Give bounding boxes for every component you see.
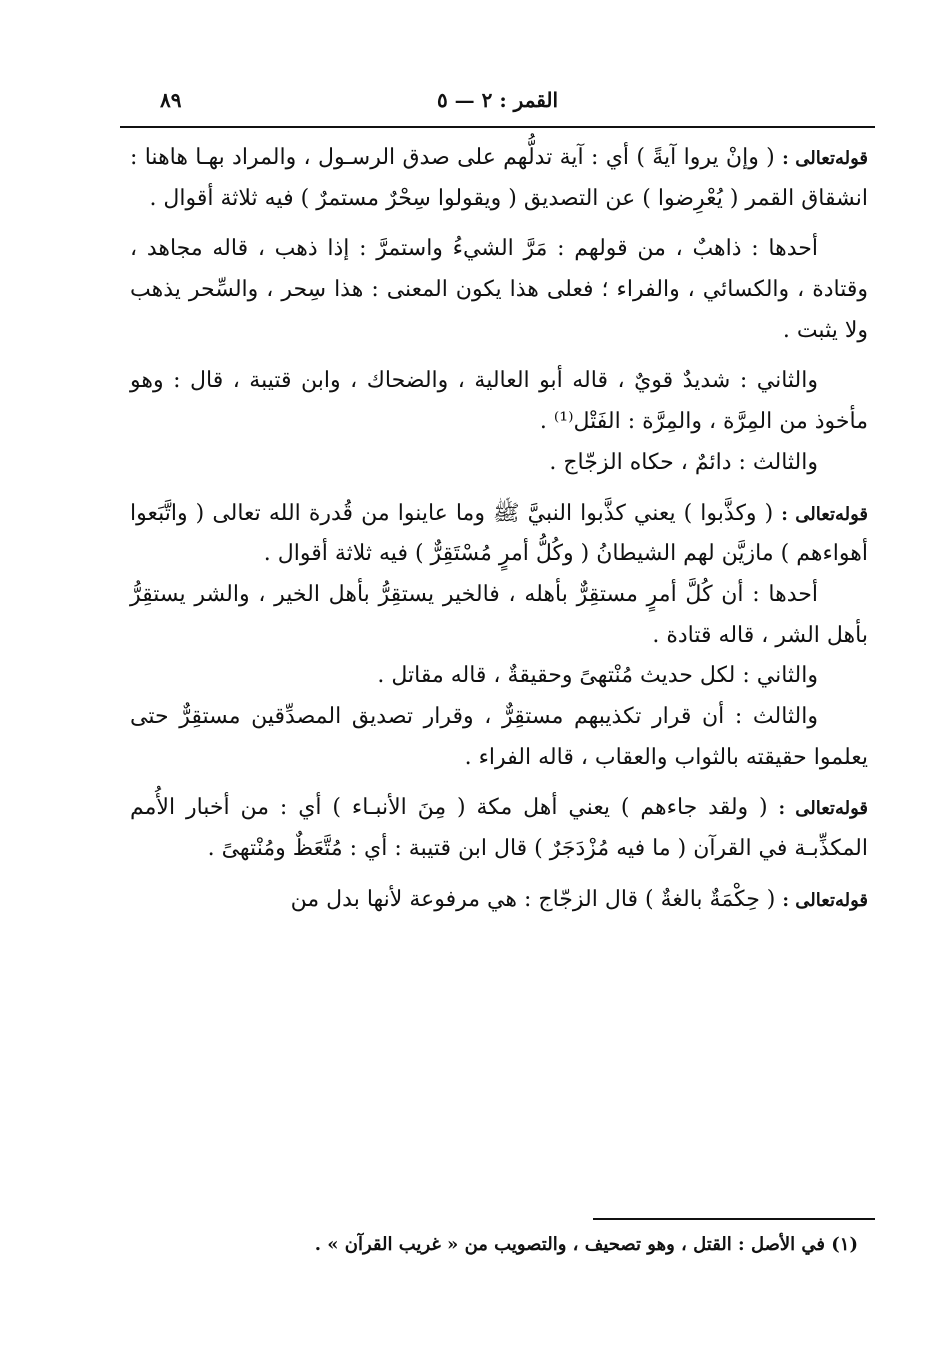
page-number: ٨٩ xyxy=(160,88,182,112)
paragraph-verse-4 xyxy=(130,880,868,921)
footnote: (١) في الأصل : القتل ، وهو تصحيف ، والتصويب من « غريب القرآن » . xyxy=(314,1234,858,1255)
running-title: القمر : ٢ — ٥ xyxy=(436,88,559,112)
paragraph-text: والثاني : شديدٌ قويٌ ، قاله أبو العالية ، والضحاك ، وابن قتيبة ، قال : وهو مأخوذ من المِرَّة ، والمِرَّة : الفَتْل⁽¹⁾ . xyxy=(130,368,868,435)
page-body xyxy=(130,138,868,930)
paragraph-meaning-2 xyxy=(130,656,868,697)
paragraph-verse-1 xyxy=(130,138,868,219)
paragraph-lead: قوله‌تعالى : xyxy=(782,148,869,169)
header-rule xyxy=(120,126,875,128)
paragraph-text: ( حِكْمَةٌ بالغةٌ ) قال الزجّاج : هي مرفوعة لأنها بدل من xyxy=(290,886,776,912)
paragraph-opinion-3 xyxy=(130,443,868,484)
paragraph-text: ( وكذَّبوا ) يعني كذَّبوا النبيَّ ﷺ وما عاينوا من قُدرة الله تعالى ( واتَّبَعوا أهواءهم ) مازيَّن لهم الشيطانُ ( وكُلُّ أمرٍ مُسْتَقِرٌّ ) فيه ثلاثة أقوال . xyxy=(130,500,868,567)
footnote-rule xyxy=(593,1218,875,1220)
paragraph-verse-3 xyxy=(130,788,868,869)
paragraph-text: ( ولقد جاءهم ) يعني أهل مكة ( مِنَ الأنبـاء ) أي : من أخبار الأُمم المكذِّبـة في القرآن ( ما فيه مُزْدَجَرٌ ) قال ابن قتيبة : أي : مُتَّعَظٌ ومُنْتهىً . xyxy=(130,795,868,861)
paragraph-text: أحدها : أن كُلَّ أمرٍ مستقِرٌّ بأهله ، فالخير يستقِرُّ بأهل الخير ، والشر يستقِرُّ بأهل الشر ، قاله قتادة . xyxy=(130,581,868,648)
paragraph-meaning-1 xyxy=(130,575,868,656)
paragraph-verse-2 xyxy=(130,494,868,575)
paragraph-opinion-1 xyxy=(130,229,868,351)
paragraph-lead: قوله‌تعالى : xyxy=(778,798,868,820)
paragraph-text: أحدها : ذاهبٌ ، من قولهم : مَرَّ الشيءُ واستمرَّ : إذا ذهب ، قاله مجاهد ، وقتادة ، والكسائي ، والفراء ؛ فعلى هذا يكون المعنى : هذا سِحر ، والسِّحر يذهب ولا يثبت . xyxy=(130,236,868,343)
paragraph-text: ( وإنْ يروا آيةً ) أي : آية تدلُّهم على صدق الرسـول ، والمراد بهـا هاهنا : انشقاق القمر ( يُعْرِضوا ) عن التصديق ( ويقولوا سِحْرٌ مستمرٌ ) فيه ثلاثة أقوال . xyxy=(130,145,868,211)
paragraph-text: والثالث : دائمٌ ، حكاه الزجّاج . xyxy=(549,449,818,475)
page-header xyxy=(120,82,875,122)
paragraph-lead: قوله‌تعالى : xyxy=(781,503,868,525)
paragraph-text: والثاني : لكل حديث مُنْتهىً وحقيقةٌ ، قاله مقاتل . xyxy=(377,663,818,689)
paragraph-lead: قوله‌تعالى : xyxy=(782,889,868,911)
paragraph-opinion-2 xyxy=(130,361,868,442)
paragraph-meaning-3 xyxy=(130,697,868,778)
paragraph-text: والثالث : أن قرار تكذيبهم مستقِرٌّ ، وقرار تصديق المصدِّقين مستقِرٌّ حتى يعلموا حقيقته بالثواب والعقاب ، قاله الفراء . xyxy=(130,703,868,770)
